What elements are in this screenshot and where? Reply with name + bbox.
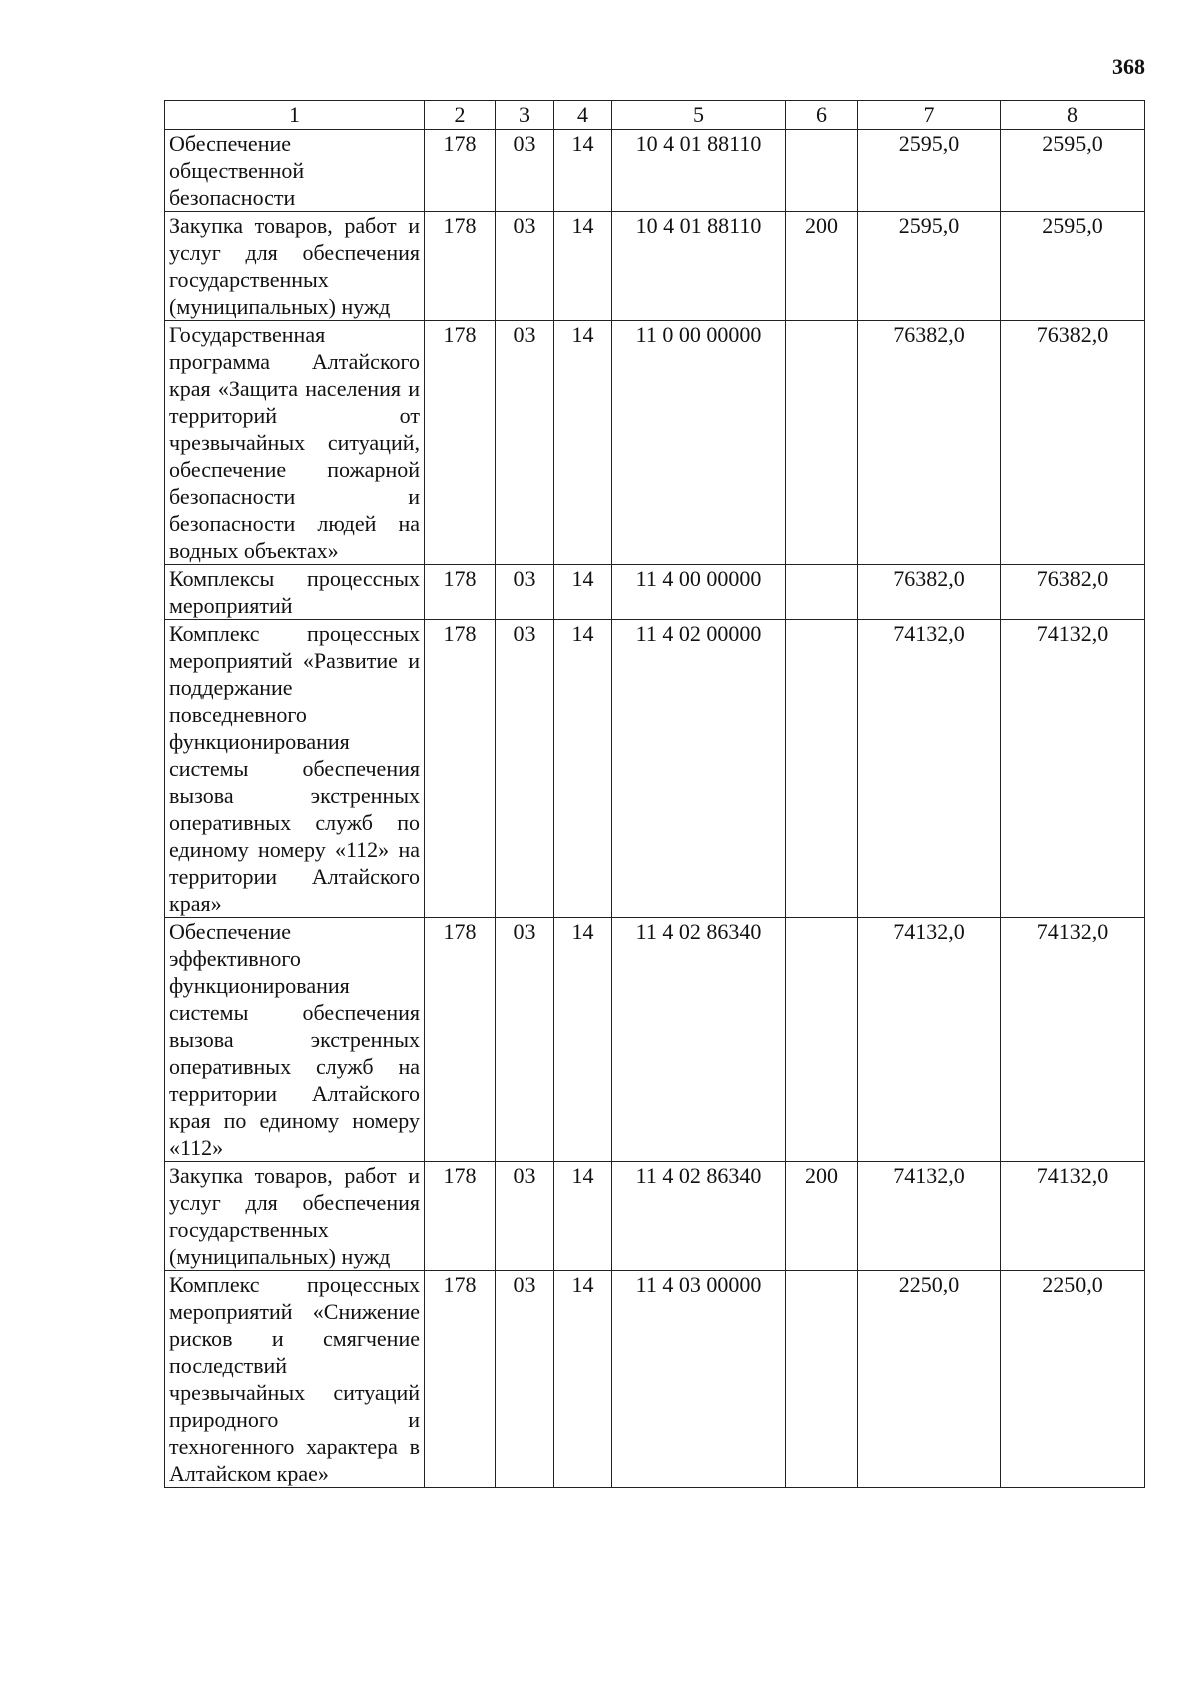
ministry-code: 178 [425,321,496,565]
ministry-code: 178 [425,620,496,918]
column-header: 5 [612,101,786,130]
item-name: Комплекс процессных мероприятий «Развитие и поддержание повседневного функционирования системы обеспечения вызова экстренных оперативных служб по единому номеру «112» на территории Алтайского края» [165,620,425,918]
amount-year-2: 74132,0 [1001,620,1145,918]
table-row [165,620,1145,918]
amount-year-1: 74132,0 [858,1162,1001,1271]
header-row [165,101,1145,130]
section-code: 03 [496,1271,554,1488]
expense-type-code: 200 [786,212,858,321]
section-code: 03 [496,1162,554,1271]
column-header: 2 [425,101,496,130]
column-header: 6 [786,101,858,130]
amount-year-1: 76382,0 [858,321,1001,565]
expense-type-code [786,321,858,565]
item-name: Государственная программа Алтайского края «Защита населения и территорий от чрезвычайных ситуаций, обеспечение пожарной безопасности и безопасности людей на водных объектах» [165,321,425,565]
section-code: 03 [496,620,554,918]
amount-year-1: 2595,0 [858,130,1001,212]
amount-year-2: 74132,0 [1001,1162,1145,1271]
table-row [165,321,1145,565]
expense-type-code [786,918,858,1162]
budget-table [164,100,1145,1488]
target-item-code: 11 4 00 00000 [612,565,786,620]
target-item-code: 11 4 03 00000 [612,1271,786,1488]
table-row [165,918,1145,1162]
ministry-code: 178 [425,1271,496,1488]
subsection-code: 14 [554,130,612,212]
expense-type-code: 200 [786,1162,858,1271]
section-code: 03 [496,130,554,212]
target-item-code: 11 0 00 00000 [612,321,786,565]
item-name: Комплекс процессных мероприятий «Снижение рисков и смягчение последствий чрезвычайных ситуаций природного и техногенного характера в Алтайском крае» [165,1271,425,1488]
amount-year-2: 2250,0 [1001,1271,1145,1488]
item-name: Обеспечение эффективного функционирования системы обеспечения вызова экстренных оперативных служб на территории Алтайского края по единому номеру «112» [165,918,425,1162]
item-name: Обеспечение общественной безопасности [165,130,425,212]
amount-year-2: 74132,0 [1001,918,1145,1162]
subsection-code: 14 [554,565,612,620]
column-header: 8 [1001,101,1145,130]
table-row [165,1271,1145,1488]
ministry-code: 178 [425,565,496,620]
section-code: 03 [496,565,554,620]
ministry-code: 178 [425,1162,496,1271]
subsection-code: 14 [554,1162,612,1271]
column-header: 7 [858,101,1001,130]
target-item-code: 10 4 01 88110 [612,212,786,321]
table-row [165,130,1145,212]
ministry-code: 178 [425,918,496,1162]
subsection-code: 14 [554,1271,612,1488]
page-number: 368 [1112,54,1145,79]
ministry-code: 178 [425,130,496,212]
table-row [165,1162,1145,1271]
subsection-code: 14 [554,918,612,1162]
item-name: Закупка товаров, работ и услуг для обеспечения государственных (муниципальных) нужд [165,212,425,321]
amount-year-2: 76382,0 [1001,565,1145,620]
target-item-code: 11 4 02 86340 [612,1162,786,1271]
target-item-code: 10 4 01 88110 [612,130,786,212]
subsection-code: 14 [554,321,612,565]
amount-year-1: 2250,0 [858,1271,1001,1488]
expense-type-code [786,130,858,212]
amount-year-2: 2595,0 [1001,130,1145,212]
column-header: 4 [554,101,612,130]
amount-year-2: 76382,0 [1001,321,1145,565]
subsection-code: 14 [554,212,612,321]
target-item-code: 11 4 02 00000 [612,620,786,918]
amount-year-2: 2595,0 [1001,212,1145,321]
amount-year-1: 76382,0 [858,565,1001,620]
amount-year-1: 74132,0 [858,620,1001,918]
target-item-code: 11 4 02 86340 [612,918,786,1162]
ministry-code: 178 [425,212,496,321]
column-header: 1 [165,101,425,130]
expense-type-code [786,1271,858,1488]
subsection-code: 14 [554,620,612,918]
section-code: 03 [496,212,554,321]
table-row [165,212,1145,321]
table-row [165,565,1145,620]
item-name: Комплексы процессных мероприятий [165,565,425,620]
expense-type-code [786,620,858,918]
column-header: 3 [496,101,554,130]
amount-year-1: 2595,0 [858,212,1001,321]
section-code: 03 [496,918,554,1162]
amount-year-1: 74132,0 [858,918,1001,1162]
expense-type-code [786,565,858,620]
section-code: 03 [496,321,554,565]
item-name: Закупка товаров, работ и услуг для обеспечения государственных (муниципальных) нужд [165,1162,425,1271]
